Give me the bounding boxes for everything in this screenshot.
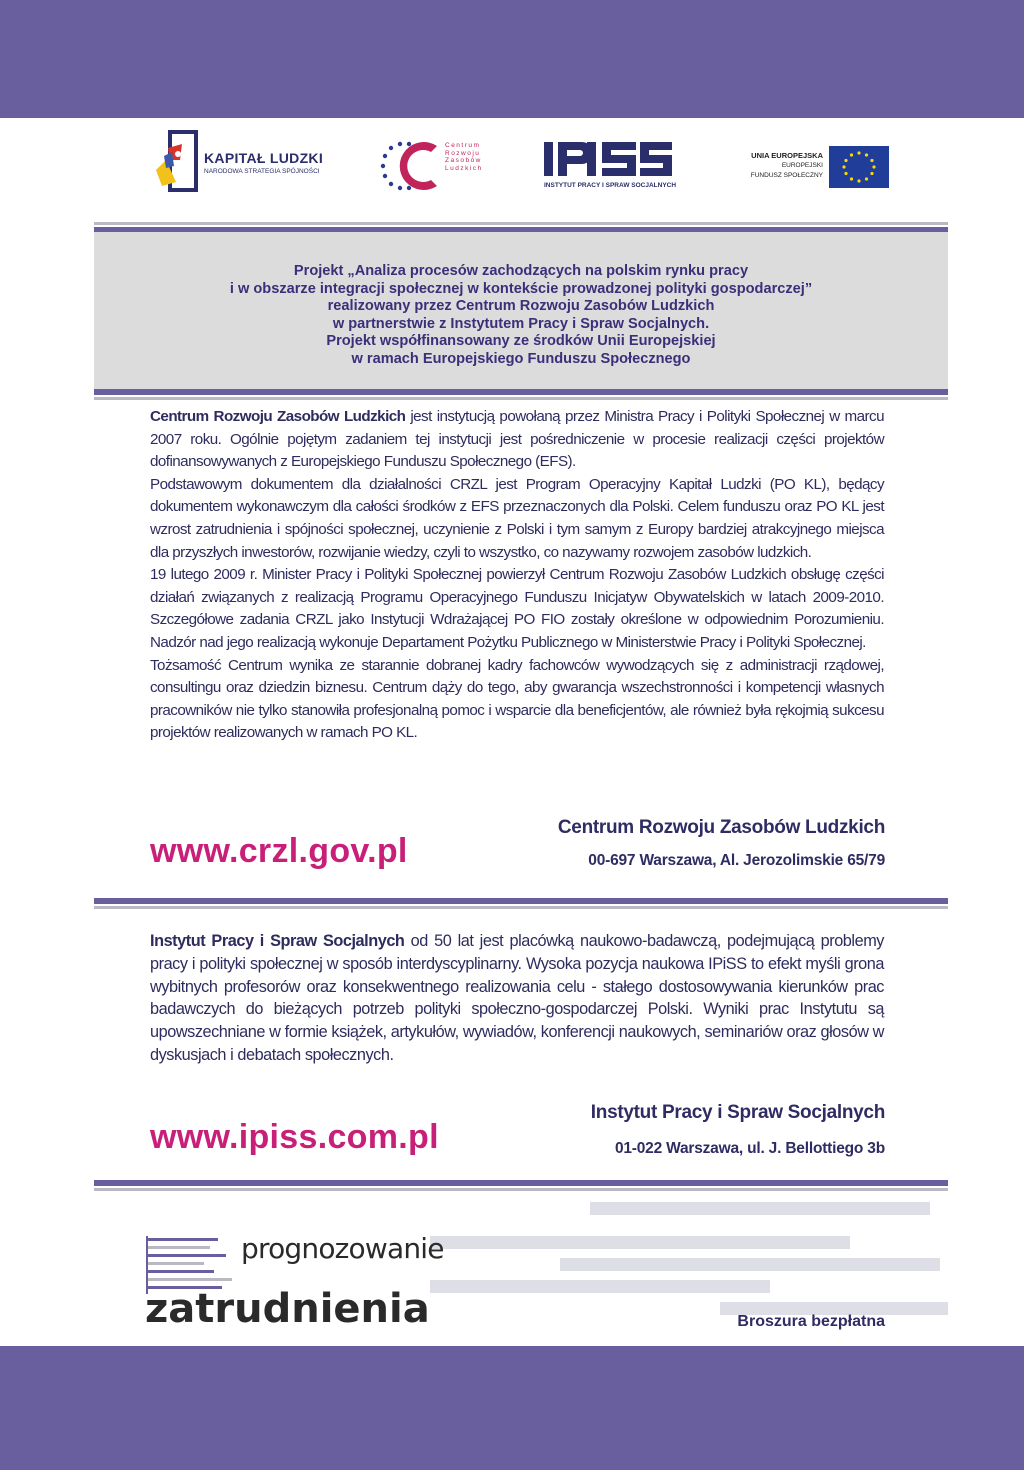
crzl-description <box>150 406 884 745</box>
crzl-line: Centrum <box>445 142 481 149</box>
crzl-line: Rozwoju <box>445 149 481 157</box>
crzl-line: Zasobów <box>445 157 482 164</box>
footer-top-rule <box>94 1180 948 1191</box>
section-divider-rule <box>94 898 948 909</box>
crzl-address-name: Centrum Rozwoju Zasobów Ludzkich <box>557 817 885 838</box>
ipiss-wordmark-icon <box>540 138 674 180</box>
ipiss-logo <box>540 138 680 194</box>
header-line: w partnerstwie z Instytutem Pracy i Spraw Socjalnych. <box>332 315 710 332</box>
ipiss-url-link[interactable]: www.ipiss.com.pl <box>150 1118 439 1156</box>
kapital-ludzki-logo <box>152 130 352 192</box>
header-bottom-rule <box>94 389 948 400</box>
ipiss-subtitle: INSTYTUT PRACY I SPRAW SOCJALNYCH <box>544 182 677 189</box>
decorative-bar <box>430 1236 850 1249</box>
crzl-logo-text <box>445 142 483 172</box>
kapital-ludzki-icon <box>152 130 200 192</box>
crzl-p3: 19 lutego 2009 r. Minister Pracy i Polityki Społecznej powierzył Centrum Rozwoju Zasobów Ludzkich obsługę części działań związanych z realizacją Programu Operacyjnego Funduszu Inicjatyw Obywatelskich w latach 2009-2010. Szczegółowe zadania CRZL jako Instytucji Wdrażającej PO FIO zostały określone w odpowiednim Porozumieniu. Nadzór nad jego realizacją wykonuje Departament Pożytku Publicznego w Ministerstwie Pracy i Polityki Społecznej. <box>150 566 884 651</box>
ipiss-address-name: Instytut Pracy i Spraw Socjalnych <box>590 1102 885 1123</box>
crzl-emblem-icon <box>375 136 445 196</box>
ipiss-text: od 50 lat jest placówką naukowo-badawczą, podejmującą problemy pracy i polityki społecznej w sposób interdyscyplinarny. Wysoka pozycja naukowa IPiSS to efekt myśli grona wybitnych profesorów oraz konsekwentnego realizowania celu - stałego dostosowywania kierunków prac badawczych do bieżących potrzeb polityki społeczno-gospodarczej Polski. Wyniki prac Instytutu są upowszechniane w formie książek, artykułów, wywiadów, konferencji naukowych, seminariów oraz głosów w dyskusjach i debatach społecznych. <box>150 932 884 1064</box>
kapital-ludzki-subtitle: NARODOWA STRATEGIA SPÓJNOŚCI <box>204 168 320 175</box>
header-line: realizowany przez Centrum Rozwoju Zasobów Ludzkich <box>327 298 715 314</box>
prognozowanie-word: prognozowanie <box>241 1232 444 1265</box>
header-line: i w obszarze integracji społecznej w kontekście prowadzonej polityki gospodarczej” <box>229 280 813 297</box>
ue-line1: UNIA EUROPEJSKA <box>751 151 823 160</box>
ipiss-address-line: 01-022 Warszawa, ul. J. Bellottiego 3b <box>614 1140 885 1157</box>
crzl-p4: Tożsamość Centrum wynika ze starannie dobranej kadry fachowców wywodzących się z administracji rządowej, consultingu oraz dziedzin biznesu. Centrum dąży do tego, aby gwarancja wszechstronności i kompetencji własnych pracowników nie tylko stanowiła profesjonalną pomoc i wsparcie dla beneficjentów, ale również była rękojmią sukcesu projektów realizowanych w ramach PO KL. <box>150 656 884 742</box>
kapital-ludzki-title: KAPITAŁ LUDZKI <box>204 150 324 166</box>
header-line: Projekt „Analiza procesów zachodzących na polskim rynku pracy <box>293 263 749 279</box>
project-header-text <box>94 263 948 368</box>
decorative-bar <box>560 1258 940 1271</box>
bottom-band <box>0 1346 1024 1470</box>
crzl-p2: Podstawowym dokumentem dla działalności CRZL jest Program Operacyjny Kapitał Ludzki (PO KL), będący dokumentem wykonawczym dla całości środków z EFS przeznaczonych dla Polski. Celem funduszu oraz PO KL jest wzrost zatrudnienia i spójności społecznej, uczynienie z Polski i tym samym z Europy bardziej atrakcyjnego miejsca dla przyszłych inwestorów, rozwijanie wiedzy, czyli to wszystko, co nazywamy rozwojem zasobów ludzkich. <box>150 475 884 561</box>
crzl-lead: Centrum Rozwoju Zasobów Ludzkich <box>150 408 406 425</box>
crzl-line: Ludzkich <box>445 164 483 172</box>
zatrudnienia-word: zatrudnienia <box>145 1286 430 1332</box>
crzl-p1: jest instytucją powołaną przez Ministra Pracy i Polityki Społecznej w marcu 2007 roku. Ogólnie pojętym zadaniem tej instytucji jest pośredniczenie w procesie realizacji części projektów dofinansowywanych z Europejskiego Funduszu Społecznego (EFS). <box>150 408 884 471</box>
ipiss-description <box>150 930 884 1067</box>
free-brochure-note: Broszura bezpłatna <box>737 1313 885 1330</box>
crzl-url-link[interactable]: www.crzl.gov.pl <box>150 832 408 870</box>
ipiss-lead: Instytut Pracy i Spraw Socjalnych <box>150 932 405 950</box>
ue-logo <box>725 146 895 188</box>
crzl-address-line: 00-697 Warszawa, Al. Jerozolimskie 65/79 <box>588 852 885 869</box>
crzl-logo <box>375 136 495 196</box>
header-line: Projekt współfinansowany ze środków Unii Europejskiej <box>326 333 716 349</box>
decorative-bar <box>590 1202 930 1215</box>
header-line: w ramach Europejskiego Funduszu Społecznego <box>351 350 691 367</box>
ue-line3: FUNDUSZ SPOŁECZNY <box>750 172 823 179</box>
top-band <box>0 0 1024 118</box>
eu-flag-icon <box>829 146 889 188</box>
project-header-box <box>94 232 948 390</box>
ue-line2: EUROPEJSKI <box>781 162 823 169</box>
decorative-bar <box>430 1280 770 1293</box>
